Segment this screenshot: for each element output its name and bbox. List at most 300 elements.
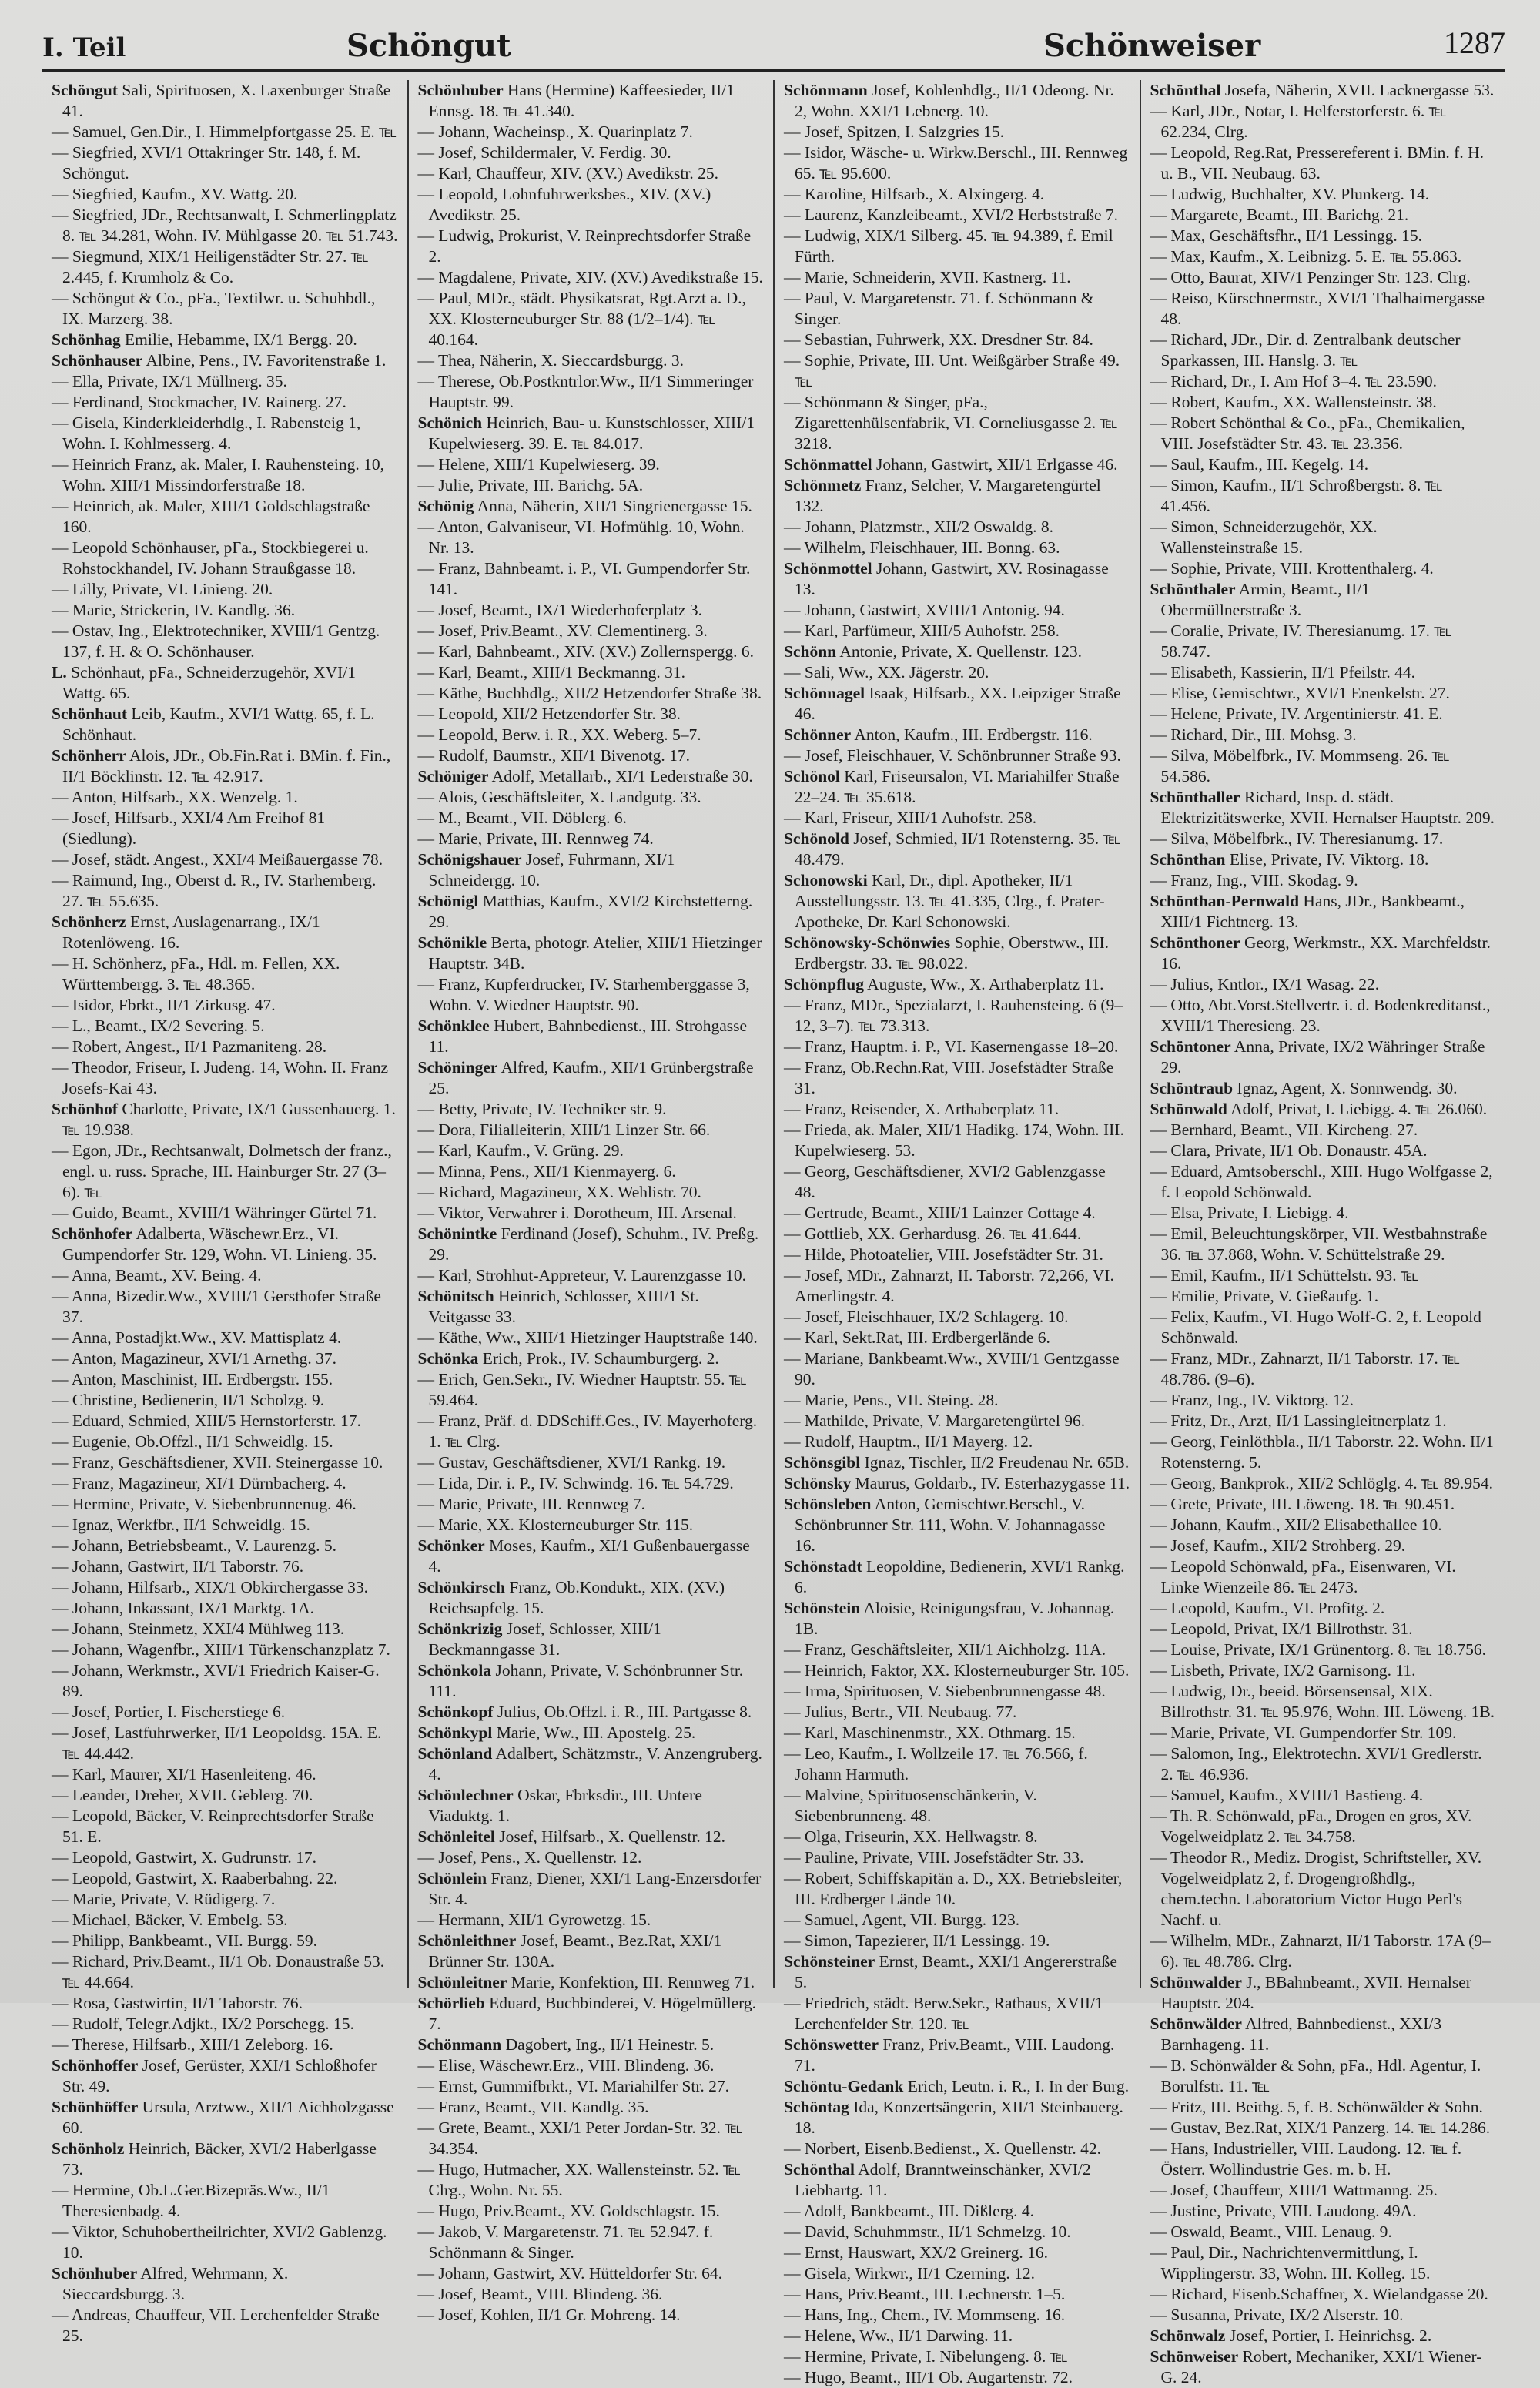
directory-entry: Schönka Erich, Prok., IV. Schaumburgerg. 2. — [417, 1349, 719, 1368]
directory-entry: — Julius, Bertr., VII. Neubaug. 77. — [784, 1703, 1017, 1721]
directory-entry: — Anton, Maschinist, III. Erdbergstr. 155. — [52, 1370, 333, 1388]
directory-entry: — Laurenz, Kanzleibeamt., XVI/2 Herbststraße 7. — [784, 206, 1119, 224]
directory-entry: — Simon, Kaufm., II/1 Schroßbergstr. 8. ℡ 41.456. — [1150, 476, 1443, 515]
directory-entry: — Gustav, Geschäftsdiener, XVI/1 Rankg. 19. — [417, 1453, 726, 1472]
directory-entry: — Franz, Geschäftsdiener, XVII. Steinergasse 10. — [52, 1453, 383, 1472]
directory-entry: — Isidor, Fbrkt., II/1 Zirkusg. 47. — [52, 996, 276, 1014]
directory-entry: Schönig Anna, Näherin, XII/1 Singrienergasse 15. — [417, 497, 752, 515]
directory-entry: — Helene, Ww., II/1 Darwing. 11. — [784, 2326, 1013, 2345]
directory-entry: Schönwalder J., BBahnbeamt., XVII. Hernalser Hauptstr. 204. — [1150, 1973, 1471, 2012]
directory-entry: — Johann, Steinmetz, XXI/4 Mühlweg 113. — [52, 1619, 345, 1638]
directory-entry: — Fritz, III. Beithg. 5, f. B. Schönwälder & Sohn. — [1150, 2098, 1483, 2116]
directory-entry: — Hilde, Photoatelier, VIII. Josefstädter Str. 31. — [784, 1245, 1103, 1264]
directory-entry: Schonowski Karl, Dr., dipl. Apotheker, II/1 Ausstellungsstr. 13. ℡ 41.335, Clrg., f. Prater-Apotheke, Dr. Karl Schonowski. — [784, 871, 1105, 931]
directory-entry: — Josef, Kohlen, II/1 Gr. Mohreng. 14. — [417, 2306, 681, 2324]
directory-entry: — Theodor, Friseur, I. Judeng. 14, Wohn. II. Franz Josefs-Kai 43. — [52, 1058, 389, 1097]
directory-entry: — Johann, Gastwirt, XV. Hütteldorfer Str. 64. — [417, 2264, 723, 2282]
directory-entry: — Helene, XIII/1 Kupelwieserg. 39. — [417, 455, 660, 474]
directory-entry: — Samuel, Gen.Dir., I. Himmelpfortgasse 25. E. ℡ — [52, 122, 397, 141]
directory-entry: — Ludwig, Prokurist, V. Reinprechtsdorfer Straße 2. — [417, 226, 752, 266]
directory-entry: — Bernhard, Beamt., VII. Kircheng. 27. — [1150, 1120, 1418, 1139]
directory-entry: — Käthe, Buchhdlg., XII/2 Hetzendorfer Straße 38. — [417, 684, 762, 702]
directory-entry: — Leopold Schönwald, pFa., Eisenwaren, VI. Linke Wienzeile 86. ℡ 2473. — [1150, 1557, 1456, 1596]
directory-entry: — Anton, Hilfsarb., XX. Wenzelg. 1. — [52, 788, 298, 806]
directory-entry: — Fritz, Dr., Arzt, II/1 Lassingleitnerplatz 1. — [1150, 1412, 1447, 1430]
directory-entry: — Hugo, Beamt., III/1 Ob. Augartenstr. 72. — [784, 2368, 1073, 2386]
directory-entry: — Ludwig, XIX/1 Silberg. 45. ℡ 94.389, f. Emil Fürth. — [784, 226, 1113, 266]
directory-entry: — Friedrich, städt. Berw.Sekr., Rathaus, XVII/1 Lerchenfelder Str. 120. ℡ — [784, 1994, 1103, 2033]
directory-entry: — Marie, Private, III. Rennweg 7. — [417, 1495, 646, 1513]
directory-entry: — Guido, Beamt., XVIII/1 Währinger Gürtel 71. — [52, 1204, 377, 1222]
directory-entry: — Franz, Geschäftsleiter, XII/1 Aichholzg. 11A. — [784, 1640, 1106, 1659]
directory-entry: — Franz, MDr., Spezialarzt, I. Rauhensteing. 6 (9–12, 3–7). ℡ 73.313. — [784, 996, 1123, 1035]
directory-entry: — Siegfried, XVI/1 Ottakringer Str. 148, f. M. Schöngut. — [52, 143, 361, 183]
directory-entry: — Otto, Abt.Vorst.Stellvertr. i. d. Bodenkreditanst., XVIII/1 Theresieng. 23. — [1150, 996, 1491, 1035]
directory-entry: — Karl, JDr., Notar, I. Helferstorferstr. 6. ℡ 62.234, Clrg. — [1150, 102, 1447, 141]
directory-entry: — Silva, Möbelfbrk., IV. Mommseng. 26. ℡ 54.586. — [1150, 746, 1450, 785]
directory-entry: Schöninger Alfred, Kaufm., XII/1 Grünbergstraße 25. — [417, 1058, 754, 1097]
directory-entry: — Pauline, Private, VIII. Josefstädter Str. 33. — [784, 1848, 1084, 1867]
directory-entry: Schönlein Franz, Diener, XXI/1 Lang-Enzersdorfer Str. 4. — [417, 1869, 762, 1908]
directory-entry: — Johann, Platzmstr., XII/2 Oswaldg. 8. — [784, 517, 1053, 536]
directory-entry: — Johann, Gastwirt, XVIII/1 Antonig. 94. — [784, 601, 1065, 619]
directory-entry: — Franz, Ing., IV. Viktorg. 12. — [1150, 1391, 1354, 1409]
directory-entry: — Therese, Ob.Postkntrlor.Ww., II/1 Simmeringer Hauptstr. 99. — [417, 372, 754, 411]
directory-entry: Schönsky Maurus, Goldarb., IV. Esterhazygasse 11. — [784, 1474, 1130, 1492]
directory-entry: — Max, Kaufm., X. Leibnizg. 5. E. ℡ 55.863. — [1150, 247, 1462, 266]
directory-entry: Schönmann Josef, Kohlenhdlg., II/1 Odeong. Nr. 2, Wohn. XXI/1 Lebnerg. 10. — [784, 81, 1114, 120]
directory-entry: L. Schönhaut, pFa., Schneiderzugehör, XVI/1 Wattg. 65. — [52, 663, 357, 702]
directory-entry: — Robert, Angest., II/1 Pazmaniteng. 28. — [52, 1037, 327, 1056]
directory-entry: — Ludwig, Buchhalter, XV. Plunkerg. 14. — [1150, 185, 1430, 203]
directory-entry: Schönstadt Leopoldine, Bedienerin, XVI/1 Rankg. 6. — [784, 1557, 1125, 1596]
directory-entry: — Siegfried, JDr., Rechtsanwalt, I. Schmerlingplatz 8. ℡ 34.281, Wohn. IV. Mühlgasse 20. ℡ 51.743. — [52, 206, 398, 245]
directory-entry: — Josef, Spitzen, I. Salzgries 15. — [784, 122, 1005, 141]
directory-entry: — Julius, Kntlor., IX/1 Wasag. 22. — [1150, 975, 1380, 993]
directory-entry: — Paul, V. Margaretenstr. 71. f. Schönmann & Singer. — [784, 289, 1094, 328]
directory-entry: — Eduard, Amtsoberschl., XIII. Hugo Wolfgasse 2, f. Leopold Schönwald. — [1150, 1162, 1493, 1201]
directory-entry: — Richard, JDr., Dir. d. Zentralbank deutscher Sparkassen, III. Hanslg. 3. ℡ — [1150, 330, 1461, 370]
directory-entry: — Helene, Private, IV. Argentinierstr. 41. E. — [1150, 705, 1443, 723]
directory-entry: — Gustav, Bez.Rat, XIX/1 Panzerg. 14. ℡ 14.286. — [1150, 2118, 1491, 2137]
directory-entry: — Paul, Dir., Nachrichtenvermittlung, I. Wipplingerstr. 33, Wohn. III. Kolleg. 15. — [1150, 2243, 1431, 2282]
directory-entry: — Franz, Magazineur, XI/1 Dürnbacherg. 4. — [52, 1474, 346, 1492]
directory-entry: — Josef, Pens., X. Quellenstr. 12. — [417, 1848, 642, 1867]
directory-entry: — Hermine, Private, V. Siebenbrunnenug. 46. — [52, 1495, 357, 1513]
directory-entry: — Marie, Private, VI. Gumpendorfer Str. 109. — [1150, 1723, 1457, 1742]
directory-entry: Schönigshauer Josef, Fuhrmann, XI/1 Schneidergg. 10. — [417, 850, 675, 889]
directory-entry: — Andreas, Chauffeur, VII. Lerchenfelder Straße 25. — [52, 2306, 380, 2345]
directory-entry: Schönhaut Leib, Kaufm., XVI/1 Wattg. 65, f. L. Schönhaut. — [52, 705, 375, 744]
directory-entry: — Malvine, Spirituosenschänkerin, V. Siebenbrunneng. 48. — [784, 1786, 1037, 1825]
directory-entry: — Lilly, Private, VI. Linieng. 20. — [52, 580, 273, 598]
directory-entry: — Ernst, Gummifbrkt., VI. Mariahilfer Str. 27. — [417, 2077, 729, 2095]
column-4 — [1141, 80, 1506, 2386]
directory-entry: — Betty, Private, IV. Techniker str. 9. — [417, 1100, 667, 1118]
directory-entry: — Marie, Schneiderin, XVII. Kastnerg. 11. — [784, 268, 1071, 286]
directory-entry: Schönhauser Albine, Pens., IV. Favoritenstraße 1. — [52, 351, 387, 370]
directory-entry: — Georg, Geschäftsdiener, XVI/2 Gablenzgasse 48. — [784, 1162, 1106, 1201]
directory-entry: — Josef, Chauffeur, XIII/1 Wattmanng. 25. — [1150, 2181, 1438, 2199]
directory-entry: — Minna, Pens., XII/1 Kienmayerg. 6. — [417, 1162, 676, 1181]
column-2 — [409, 80, 775, 2324]
directory-entry: — L., Beamt., IX/2 Severing. 5. — [52, 1016, 265, 1035]
directory-entry: — Marie, Private, III. Rennweg 74. — [417, 829, 654, 848]
directory-entry: — Franz, Ob.Rechn.Rat, VIII. Josefstädter Straße 31. — [784, 1058, 1114, 1097]
directory-entry: — Coralie, Private, IV. Theresianumg. 17. ℡ 58.747. — [1150, 621, 1452, 661]
directory-entry: Schönleitel Josef, Hilfsarb., X. Quellenstr. 12. — [417, 1827, 726, 1846]
directory-entry: — Johann, Inkassant, IX/1 Marktg. 1A. — [52, 1599, 314, 1617]
directory-entry: — Wilhelm, Fleischhauer, III. Bonng. 63. — [784, 538, 1060, 557]
directory-entry: Schönker Moses, Kaufm., XI/1 Gußenbauergasse 4. — [417, 1536, 750, 1576]
directory-entry: — Gisela, Wirkwr., II/1 Czerning. 12. — [784, 2264, 1035, 2282]
directory-entry: — Heinrich, ak. Maler, XIII/1 Goldschlagstraße 160. — [52, 497, 370, 536]
directory-entry: — Franz, Ing., VIII. Skodag. 9. — [1150, 871, 1358, 889]
directory-entry: Schönhöffer Ursula, Arztww., XII/1 Aichholzgasse 60. — [52, 2098, 394, 2137]
directory-entry: — Frieda, ak. Maler, XII/1 Hadikg. 174, Wohn. III. Kupelwieserg. 53. — [784, 1120, 1124, 1160]
directory-entry: — Franz, Bahnbeamt. i. P., VI. Gumpendorfer Str. 141. — [417, 559, 751, 598]
directory-entry: — Rosa, Gastwirtin, II/1 Taborstr. 76. — [52, 1994, 303, 2012]
directory-entry: Schönthal Adolf, Branntweinschänker, XVI/2 Liebhartg. 11. — [784, 2160, 1091, 2199]
directory-entry: — Simon, Tapezierer, II/1 Lessingg. 19. — [784, 1931, 1050, 1950]
directory-entry: — Hans, Ing., Chem., IV. Mommseng. 16. — [784, 2306, 1066, 2324]
directory-entry: — Grete, Beamt., XXI/1 Peter Jordan-Str. 32. ℡ 34.354. — [417, 2118, 743, 2158]
directory-entry: — Johann, Werkmstr., XVI/1 Friedrich Kaiser-G. 89. — [52, 1661, 380, 1700]
directory-entry: Schönhoffer Josef, Gerüster, XXI/1 Schloßhofer Str. 49. — [52, 2056, 377, 2095]
directory-entry: — Magdalene, Private, XIV. (XV.) Avedikstraße 15. — [417, 268, 763, 286]
directory-entry: — Paul, MDr., städt. Physikatsrat, Rgt.Arzt a. D., XX. Klosterneuburger Str. 88 (1/2–1/4). ℡ 40.164. — [417, 289, 746, 349]
directory-entry: — Josef, Priv.Beamt., XV. Clementinerg. 3. — [417, 621, 708, 640]
directory-entry: — Louise, Private, IX/1 Grünentorg. 8. ℡ 18.756. — [1150, 1640, 1487, 1659]
directory-entry: — Richard, Magazineur, XX. Wehlistr. 70. — [417, 1183, 701, 1201]
directory-entry: — Gottlieb, XX. Gerhardusg. 26. ℡ 41.644. — [784, 1224, 1082, 1243]
directory-entry: — Hans, Priv.Beamt., III. Lechnerstr. 1–5. — [784, 2285, 1066, 2303]
section-label: I. Teil — [42, 32, 126, 63]
directory-entry: — Ella, Private, IX/1 Müllnerg. 35. — [52, 372, 287, 390]
directory-entry: — Wilhelm, MDr., Zahnarzt, II/1 Taborstr. 17A (9–6). ℡ 48.786. Clrg. — [1150, 1931, 1491, 1971]
directory-entry: — Jakob, V. Margaretenstr. 71. ℡ 52.947. f. Schönmann & Singer. — [417, 2222, 714, 2262]
directory-entry: Schönigl Matthias, Kaufm., XVI/2 Kirchstetterng. 29. — [417, 892, 753, 931]
directory-entry: — Hermann, XII/1 Gyrowetzg. 15. — [417, 1911, 651, 1929]
directory-entry: Schönhuber Alfred, Wehrmann, X. Sieccardsburgg. 3. — [52, 2264, 289, 2303]
directory-entry: — Robert, Schiffskapitän a. D., XX. Betriebsleiter, III. Erdberger Lände 10. — [784, 1869, 1123, 1908]
directory-entry: — Adolf, Bankbeamt., III. Dißlerg. 4. — [784, 2202, 1035, 2220]
directory-entry: — Johann, Kaufm., XII/2 Elisabethallee 10. — [1150, 1516, 1442, 1534]
directory-entry: — M., Beamt., VII. Döblerg. 6. — [417, 809, 628, 827]
directory-entry: — Josef, Lastfuhrwerker, II/1 Leopoldsg. 15A. E. ℡ 44.442. — [52, 1723, 382, 1763]
directory-entry: — Alois, Geschäftsleiter, X. Landgutg. 33. — [417, 788, 701, 806]
directory-entry: — Heinrich, Faktor, XX. Klosterneuburger Str. 105. — [784, 1661, 1130, 1680]
directory-entry: Schöntraub Ignaz, Agent, X. Sonnwendg. 30. — [1150, 1079, 1458, 1097]
directory-entry: — Josef, Fleischhauer, IX/2 Schlagerg. 10. — [784, 1308, 1069, 1326]
directory-entry: — Olga, Friseurin, XX. Hellwagstr. 8. — [784, 1827, 1038, 1846]
directory-entry: — Simon, Schneiderzugehör, XX. Wallensteinstraße 15. — [1150, 517, 1378, 557]
directory-entry: — Elsa, Private, I. Liebigg. 4. — [1150, 1204, 1349, 1222]
directory-entry: — Th. R. Schönwald, pFa., Drogen en gros, XV. Vogelweidplatz 2. ℡ 34.758. — [1150, 1807, 1472, 1846]
directory-entry: — Gertrude, Beamt., XIII/1 Lainzer Cottage 4. — [784, 1204, 1096, 1222]
directory-entry: — Viktor, Verwahrer i. Dorotheum, III. Arsenal. — [417, 1204, 737, 1222]
columns-container — [42, 80, 1505, 2386]
directory-entry: — Emil, Kaufm., II/1 Schüttelstr. 93. ℡ — [1150, 1266, 1419, 1284]
directory-entry: — Franz, Kupferdrucker, IV. Starhemberggasse 3, Wohn. V. Wiedner Hauptstr. 90. — [417, 975, 750, 1014]
directory-entry: Schönhofer Adalberta, Wäschewr.Erz., VI. Gumpendorfer Str. 129, Wohn. VI. Linieng. 35. — [52, 1224, 377, 1264]
directory-entry: Schönkirsch Franz, Ob.Kondukt., XIX. (XV.) Reichsapfelg. 15. — [417, 1578, 725, 1617]
directory-entry: Schönsleben Anton, Gemischtwr.Berschl., V. Schönbrunner Str. 111, Wohn. V. Johannagasse 16. — [784, 1495, 1106, 1555]
directory-entry: Schönthan Elise, Private, IV. Viktorg. 18. — [1150, 850, 1429, 869]
directory-entry: — Marie, Pens., VII. Steing. 28. — [784, 1391, 999, 1409]
page-header — [42, 22, 1505, 72]
directory-entry: Schönthaller Richard, Insp. d. städt. Elektrizitätswerke, XVII. Hernalser Hauptstr. 209. — [1150, 788, 1495, 827]
directory-entry: — Karl, Beamt., XIII/1 Beckmanng. 31. — [417, 663, 685, 682]
page-number: 1287 — [1444, 25, 1505, 60]
directory-entry: Schönklee Hubert, Bahnbedienst., III. Strohgasse 11. — [417, 1016, 748, 1056]
directory-entry: — Reiso, Kürschnermstr., XVI/1 Thalhaimergasse 48. — [1150, 289, 1485, 328]
directory-entry: — Josef, Portier, I. Fischerstiege 6. — [52, 1703, 286, 1721]
directory-entry: — Käthe, Ww., XIII/1 Hietzinger Hauptstraße 140. — [417, 1328, 758, 1347]
directory-entry: Schönstein Aloisie, Reinigungsfrau, V. Johannag. 1B. — [784, 1599, 1115, 1638]
directory-entry: Schönkola Johann, Private, V. Schönbrunner Str. 111. — [417, 1661, 744, 1700]
directory-entry: — Karl, Friseur, XIII/1 Auhofstr. 258. — [784, 809, 1037, 827]
directory-entry: — Isidor, Wäsche- u. Wirkw.Berschl., III. Rennweg 65. ℡ 95.600. — [784, 143, 1128, 183]
directory-entry: — Franz, Hauptm. i. P., VI. Kasernengasse 18–20. — [784, 1037, 1119, 1056]
directory-entry: — Saul, Kaufm., III. Kegelg. 14. — [1150, 455, 1369, 474]
directory-entry: Schönland Adalbert, Schätzmstr., V. Anzengruberg. 4. — [417, 1744, 762, 1783]
directory-entry: — Heinrich Franz, ak. Maler, I. Rauhensteing. 10, Wohn. XIII/1 Missindorferstraße 18. — [52, 455, 385, 494]
directory-entry: — Anton, Galvaniseur, VI. Hofmühlg. 10, Wohn. Nr. 13. — [417, 517, 745, 557]
column-3 — [775, 80, 1141, 2386]
last-entry-word: Schönweiser — [1043, 28, 1261, 64]
directory-entry: — David, Schuhmmstr., II/1 Schmelzg. 10. — [784, 2222, 1071, 2241]
directory-entry: — Felix, Kaufm., VI. Hugo Wolf-G. 2, f. Leopold Schönwald. — [1150, 1308, 1481, 1347]
directory-entry: — Ernst, Hauswart, XX/2 Greinerg. 16. — [784, 2243, 1048, 2262]
directory-entry: — Therese, Hilfsarb., XIII/1 Zeleborg. 16. — [52, 2035, 333, 2054]
directory-entry: Schönthaler Armin, Beamt., II/1 Obermüllnerstraße 3. — [1150, 580, 1370, 619]
directory-entry: — Theodor R., Mediz. Drogist, Schriftsteller, XV. Vogelweidplatz 2, f. Drogengroßhdlg., chem.techn. Laboratorium Victor Hugo Perl's Nachf. u. — [1150, 1848, 1482, 1929]
directory-entry: Schönnagel Isaak, Hilfsarb., XX. Leipziger Straße 46. — [784, 684, 1121, 723]
directory-entry: — Elisabeth, Kassierin, II/1 Pfeilstr. 44. — [1150, 663, 1416, 682]
directory-entry: — Hans, Industrieller, VIII. Laudong. 12. ℡ f. Österr. Wollindustrie Ges. m. b. H. — [1150, 2139, 1462, 2179]
directory-entry: Schönpflug Auguste, Ww., X. Arthaberplatz 11. — [784, 975, 1104, 993]
directory-entry: Schönkrizig Josef, Schlosser, XIII/1 Beckmanngasse 31. — [417, 1619, 661, 1659]
directory-entry: — Leopold, Bäcker, V. Reinprechtsdorfer Straße 51. E. — [52, 1807, 374, 1846]
directory-entry: Schönwälder Alfred, Bahnbedienst., XXI/3 Barnhageng. 11. — [1150, 2015, 1442, 2054]
directory-entry: — Karl, Strohhut-Appreteur, V. Laurenzgasse 10. — [417, 1266, 746, 1284]
directory-entry: — Grete, Private, III. Löweng. 18. ℡ 90.451. — [1150, 1495, 1455, 1513]
directory-entry: — Franz, Reisender, X. Arthaberplatz 11. — [784, 1100, 1060, 1118]
directory-entry: — Anna, Bizedir.Ww., XVIII/1 Gersthofer Straße 37. — [52, 1287, 381, 1326]
directory-entry: — Josef, Fleischhauer, V. Schönbrunner Straße 93. — [784, 746, 1121, 765]
directory-entry: — Leopold, Gastwirt, X. Gudrunstr. 17. — [52, 1848, 316, 1867]
directory-entry: — Dora, Filialleiterin, XIII/1 Linzer Str. 66. — [417, 1120, 711, 1139]
directory-entry: — Leopold, XII/2 Hetzendorfer Str. 38. — [417, 705, 681, 723]
directory-entry: — Elise, Wäschewr.Erz., VIII. Blindeng. 36. — [417, 2056, 715, 2075]
directory-entry: Schönner Anton, Kaufm., III. Erdbergstr. 116. — [784, 725, 1093, 744]
directory-entry: — Sophie, Private, III. Unt. Weißgärber Straße 49. ℡ — [784, 351, 1120, 390]
directory-entry: — Karl, Maschinenmstr., XX. Othmarg. 15. — [784, 1723, 1076, 1742]
directory-entry: — Emil, Beleuchtungskörper, VII. Westbahnstraße 36. ℡ 37.868, Wohn. V. Schüttelstraße 29. — [1150, 1224, 1488, 1264]
directory-entry: Schöngut Sali, Spirituosen, X. Laxenburger Straße 41. — [52, 81, 391, 120]
directory-entry: — Franz, Beamt., VII. Kandlg. 35. — [417, 2098, 649, 2116]
directory-entry: — Samuel, Kaufm., XVIII/1 Bastieng. 4. — [1150, 1786, 1424, 1804]
directory-entry: — Johann, Wagenfbr., XIII/1 Türkenschanzplatz 7. — [52, 1640, 390, 1659]
directory-entry: — Leopold, Kaufm., VI. Profitg. 2. — [1150, 1599, 1385, 1617]
directory-entry: — Sebastian, Fuhrwerk, XX. Dresdner Str. 84. — [784, 330, 1093, 349]
directory-entry: — Josef, Beamt., IX/1 Wiederhoferplatz 3. — [417, 601, 702, 619]
directory-entry: — Schöngut & Co., pFa., Textilwr. u. Schuhbdl., IX. Marzerg. 38. — [52, 289, 376, 328]
directory-entry: — Ostav, Ing., Elektrotechniker, XVIII/1 Gentzg. 137, f. H. & O. Schönhauser. — [52, 621, 380, 661]
directory-entry: — Karl, Chauffeur, XIV. (XV.) Avedikstr. 25. — [417, 164, 718, 183]
directory-entry: — Erich, Gen.Sekr., IV. Wiedner Hauptstr. 55. ℡ 59.464. — [417, 1370, 747, 1409]
directory-entry: — Mariane, Bankbeamt.Ww., XVIII/1 Gentzgasse 90. — [784, 1349, 1120, 1388]
directory-entry: — Rudolf, Baumstr., XII/1 Bivenotg. 17. — [417, 746, 691, 765]
directory-entry: — Otto, Baurat, XIV/1 Penzinger Str. 123. Clrg. — [1150, 268, 1471, 286]
directory-entry: — Samuel, Agent, VII. Burgg. 123. — [784, 1911, 1020, 1929]
directory-entry: Schönwalz Josef, Portier, I. Heinrichsg. 2. — [1150, 2326, 1432, 2345]
directory-entry: — Josef, städt. Angest., XXI/4 Meißauergasse 78. — [52, 850, 383, 869]
directory-entry: Schönmattel Johann, Gastwirt, XII/1 Erlgasse 46. — [784, 455, 1118, 474]
directory-entry: — Clara, Private, II/1 Ob. Donaustr. 45A. — [1150, 1141, 1428, 1160]
directory-entry: Schönwald Adolf, Privat, I. Liebigg. 4. ℡ 26.060. — [1150, 1100, 1488, 1118]
directory-entry: Schönintke Ferdinand (Josef), Schuhm., IV. Preßg. 29. — [417, 1224, 759, 1264]
directory-entry: — B. Schönwälder & Sohn, pFa., Hdl. Agentur, I. Borulfstr. 11. ℡ — [1150, 2056, 1481, 2095]
directory-entry: Schönthan-Pernwald Hans, JDr., Bankbeamt., XIII/1 Fichtnerg. 13. — [1150, 892, 1465, 931]
directory-entry: Schönich Heinrich, Bau- u. Kunstschlosser, XIII/1 Kupelwieserg. 39. E. ℡ 84.017. — [417, 414, 755, 453]
directory-entry: — Marie, XX. Klosterneuburger Str. 115. — [417, 1516, 694, 1534]
directory-entry: — Anna, Beamt., XV. Being. 4. — [52, 1266, 262, 1284]
directory-entry: — Leopold, Privat, IX/1 Billrothstr. 31. — [1150, 1619, 1413, 1638]
directory-entry: Schönold Josef, Schmied, II/1 Rotensterng. 35. ℡ 48.479. — [784, 829, 1121, 869]
directory-entry: Schönkopf Julius, Ob.Offzl. i. R., III. Partgasse 8. — [417, 1703, 752, 1721]
directory-entry: — Norbert, Eisenb.Bedienst., X. Quellenstr. 42. — [784, 2139, 1102, 2158]
directory-entry: — Hermine, Ob.L.Ger.Bizepräs.Ww., II/1 Theresienbadg. 4. — [52, 2181, 330, 2220]
directory-entry: — Raimund, Ing., Oberst d. R., IV. Starhemberg. 27. ℡ 55.635. — [52, 871, 377, 910]
directory-entry: — Hugo, Hutmacher, XX. Wallensteinstr. 52. ℡ Clrg., Wohn. Nr. 55. — [417, 2160, 742, 2199]
directory-entry: — Michael, Bäcker, V. Embelg. 53. — [52, 1911, 288, 1929]
directory-entry: Schönleitner Marie, Konfektion, III. Rennweg 71. — [417, 1973, 755, 1991]
directory-entry: Schönhof Charlotte, Private, IX/1 Gussenhauerg. 1. ℡ 19.938. — [52, 1100, 396, 1139]
directory-entry: Schönherz Ernst, Auslagenarrang., IX/1 Rotenlöweng. 16. — [52, 913, 320, 952]
directory-entry: — Karl, Sekt.Rat, III. Erdbergerlände 6. — [784, 1328, 1050, 1347]
directory-entry: Schönmottel Johann, Gastwirt, XV. Rosinagasse 13. — [784, 559, 1109, 598]
directory-entry: Schönhag Emilie, Hebamme, IX/1 Bergg. 20. — [52, 330, 357, 349]
directory-entry: — Georg, Feinlöthbla., II/1 Taborstr. 22. Wohn. II/1 Rotensterng. 5. — [1150, 1432, 1494, 1472]
directory-entry: — Irma, Spirituosen, V. Siebenbrunnengasse 48. — [784, 1682, 1106, 1700]
directory-entry: — Lisbeth, Private, IX/2 Garnisong. 11. — [1150, 1661, 1416, 1680]
directory-entry: — Georg, Bankprok., XII/2 Schlöglg. 4. ℡ 89.954. — [1150, 1474, 1493, 1492]
directory-entry: Schönmetz Franz, Selcher, V. Margaretengürtel 132. — [784, 476, 1101, 515]
directory-entry: Schönswetter Franz, Priv.Beamt., VIII. Laudong. 71. — [784, 2035, 1115, 2075]
directory-entry: — Ignaz, Werkfbr., II/1 Schweidlg. 15. — [52, 1516, 310, 1534]
directory-entry: Schönthal Josefa, Näherin, XVII. Lacknergasse 53. — [1150, 81, 1495, 99]
directory-entry: — Robert, Kaufm., XX. Wallensteinstr. 38. — [1150, 393, 1437, 411]
directory-entry: — Margarete, Beamt., III. Barichg. 21. — [1150, 206, 1409, 224]
directory-entry: Schönn Antonie, Private, X. Quellenstr. 123. — [784, 642, 1083, 661]
directory-entry: — Leopold, Reg.Rat, Pressereferent i. BMin. f. H. u. B., VII. Neubaug. 63. — [1150, 143, 1484, 183]
directory-entry: — Hermine, Private, I. Nibelungeng. 8. ℡ — [784, 2347, 1068, 2366]
directory-entry: — Karl, Parfümeur, XIII/5 Auhofstr. 258. — [784, 621, 1060, 640]
directory-entry: — Johann, Betriebsbeamt., V. Laurenzg. 5. — [52, 1536, 337, 1555]
directory-entry: Schönmann Dagobert, Ing., II/1 Heinestr. 5. — [417, 2035, 715, 2054]
directory-entry: Schönsteiner Ernst, Beamt., XXI/1 Angererstraße 5. — [784, 1952, 1117, 1991]
directory-entry: Schönowsky-Schönwies Sophie, Oberstww., III. Erdbergstr. 33. ℡ 98.022. — [784, 933, 1110, 973]
directory-entry: — Eduard, Schmied, XIII/5 Hernstorferstr. 17. — [52, 1412, 361, 1430]
directory-entry: — Salomon, Ing., Elektrotechn. XVI/1 Gredlerstr. 2. ℡ 46.936. — [1150, 1744, 1482, 1783]
directory-entry: — Mathilde, Private, V. Margaretengürtel 96. — [784, 1412, 1086, 1430]
directory-entry: — Siegmund, XIX/1 Heiligenstädter Str. 27. ℡ 2.445, f. Krumholz & Co. — [52, 247, 369, 286]
directory-entry: — Anna, Postadjkt.Ww., XV. Mattisplatz 4. — [52, 1328, 342, 1347]
directory-entry: — Julie, Private, III. Barichg. 5A. — [417, 476, 644, 494]
directory-entry: — Philipp, Bankbeamt., VII. Burgg. 59. — [52, 1931, 317, 1950]
directory-entry: — Richard, Priv.Beamt., II/1 Ob. Donaustraße 53. ℡ 44.664. — [52, 1952, 385, 1991]
directory-entry: — Schönmann & Singer, pFa., Zigarettenhülsenfabrik, VI. Corneliusgasse 2. ℡ 3218. — [784, 393, 1118, 453]
directory-entry: — Justine, Private, VIII. Laudong. 49A. — [1150, 2202, 1417, 2220]
directory-entry: — Oswald, Beamt., VIII. Lenaug. 9. — [1150, 2222, 1392, 2241]
directory-entry: — Karl, Bahnbeamt., XIV. (XV.) Zollernspergg. 6. — [417, 642, 754, 661]
directory-entry: — Richard, Dir., III. Mohsg. 3. — [1150, 725, 1357, 744]
directory-entry: Schönthoner Georg, Werkmstr., XX. Marchfeldstr. 16. — [1150, 933, 1491, 973]
directory-entry: Schönsgibl Ignaz, Tischler, II/2 Freudenau Nr. 65B. — [784, 1453, 1130, 1472]
directory-entry: Schönweiser Robert, Mechaniker, XXI/1 Wiener-G. 24. — [1150, 2347, 1482, 2386]
directory-entry: — Sophie, Private, VIII. Krottenthalerg. 4. — [1150, 559, 1434, 578]
directory-entry: — Leander, Dreher, XVII. Geblerg. 70. — [52, 1786, 313, 1804]
directory-entry: — Josef, Kaufm., XII/2 Strohberg. 29. — [1150, 1536, 1406, 1555]
directory-entry: — Ferdinand, Stockmacher, IV. Rainerg. 27. — [52, 393, 346, 411]
directory-entry: — Josef, Hilfsarb., XXI/4 Am Freihof 81 (Siedlung). — [52, 809, 326, 848]
directory-entry: — Sali, Ww., XX. Jägerstr. 20. — [784, 663, 989, 682]
directory-entry: Schönitsch Heinrich, Schlosser, XIII/1 St. Veitgasse 33. — [417, 1287, 699, 1326]
directory-entry: — Josef, Schildermaler, V. Ferdig. 30. — [417, 143, 671, 162]
directory-entry: — Leo, Kaufm., I. Wollzeile 17. ℡ 76.566, f. Johann Harmuth. — [784, 1744, 1088, 1783]
directory-entry: — Josef, Beamt., VIII. Blindeng. 36. — [417, 2285, 663, 2303]
directory-entry: — Lida, Dir. i. P., IV. Schwindg. 16. ℡ 54.729. — [417, 1474, 734, 1492]
directory-entry: — Leopold, Berw. i. R., XX. Weberg. 5–7. — [417, 725, 701, 744]
directory-entry: — Leopold, Gastwirt, X. Raaberbahng. 22. — [52, 1869, 338, 1887]
directory-entry: — Max, Geschäftsfhr., II/1 Lessingg. 15. — [1150, 226, 1422, 245]
directory-entry: Schöniger Adolf, Metallarb., XI/1 Lederstraße 30. — [417, 767, 753, 785]
directory-entry: — Karoline, Hilfsarb., X. Alxingerg. 4. — [784, 185, 1045, 203]
directory-entry: Schönholz Heinrich, Bäcker, XVI/2 Haberlgasse 73. — [52, 2139, 377, 2179]
directory-entry: — Viktor, Schuhobertheilrichter, XVI/2 Gablenzg. 10. — [52, 2222, 387, 2262]
directory-entry: — Thea, Näherin, X. Sieccardsburgg. 3. — [417, 351, 685, 370]
directory-entry: — Emilie, Private, V. Gießaufg. 1. — [1150, 1287, 1379, 1305]
directory-entry: — Marie, Strickerin, IV. Kandlg. 36. — [52, 601, 296, 619]
directory-entry: — Elise, Gemischtwr., XVI/1 Enenkelstr. 27. — [1150, 684, 1450, 702]
directory-entry: — Johann, Hilfsarb., XIX/1 Obkirchergasse 33. — [52, 1578, 369, 1596]
directory-entry: — Marie, Private, V. Rüdigerg. 7. — [52, 1890, 276, 1908]
directory-entry: — Rudolf, Hauptm., II/1 Mayerg. 12. — [784, 1432, 1033, 1451]
directory-entry: Schöntag Ida, Konzertsängerin, XII/1 Steinbauerg. 18. — [784, 2098, 1123, 2137]
directory-entry: — Rudolf, Telegr.Adjkt., IX/2 Porschegg. 15. — [52, 2015, 354, 2033]
directory-entry: Schöntoner Anna, Private, IX/2 Währinger Straße 29. — [1150, 1037, 1485, 1077]
directory-entry: Schönleithner Josef, Beamt., Bez.Rat, XXI/1 Brünner Str. 130A. — [417, 1931, 722, 1971]
directory-entry: — Richard, Eisenb.Schaffner, X. Wielandgasse 20. — [1150, 2285, 1488, 2303]
directory-entry: Schöntu-Gedank Erich, Leutn. i. R., I. In der Burg. — [784, 2077, 1130, 2095]
directory-entry: — Hugo, Priv.Beamt., XV. Goldschlagstr. 15. — [417, 2202, 720, 2220]
directory-entry: Schörlieb Eduard, Buchbinderei, V. Högelmüllerg. 7. — [417, 1994, 757, 2033]
directory-entry: — Robert Schönthal & Co., pFa., Chemikalien, VIII. Josefstädter Str. 43. ℡ 23.356. — [1150, 414, 1465, 453]
directory-entry: — Karl, Kaufm., V. Grüng. 29. — [417, 1141, 624, 1160]
directory-entry: — Johann, Wacheinsp., X. Quarinplatz 7. — [417, 122, 693, 141]
directory-entry: Schönlechner Oskar, Fbrksdir., III. Untere Viaduktg. 1. — [417, 1786, 702, 1825]
directory-entry: — Eugenie, Ob.Offzl., II/1 Schweidlg. 15. — [52, 1432, 333, 1451]
directory-entry: — Ludwig, Dr., beeid. Börsensensal, XIX. Billrothstr. 31. ℡ 95.976, Wohn. III. Löweng. 1B. — [1150, 1682, 1495, 1721]
directory-entry: — Johann, Gastwirt, II/1 Taborstr. 76. — [52, 1557, 304, 1576]
directory-entry: — Silva, Möbelfbrk., IV. Theresianumg. 17. — [1150, 829, 1444, 848]
directory-entry: Schönikle Berta, photogr. Atelier, XIII/1 Hietzinger Hauptstr. 34B. — [417, 933, 762, 973]
directory-entry: — Richard, Dr., I. Am Hof 3–4. ℡ 23.590. — [1150, 372, 1437, 390]
directory-entry: — H. Schönherz, pFa., Hdl. m. Fellen, XX. Württembergg. 3. ℡ 48.365. — [52, 954, 340, 993]
directory-entry: Schönhuber Hans (Hermine) Kaffeesieder, II/1 Ennsg. 18. ℡ 41.340. — [417, 81, 735, 120]
